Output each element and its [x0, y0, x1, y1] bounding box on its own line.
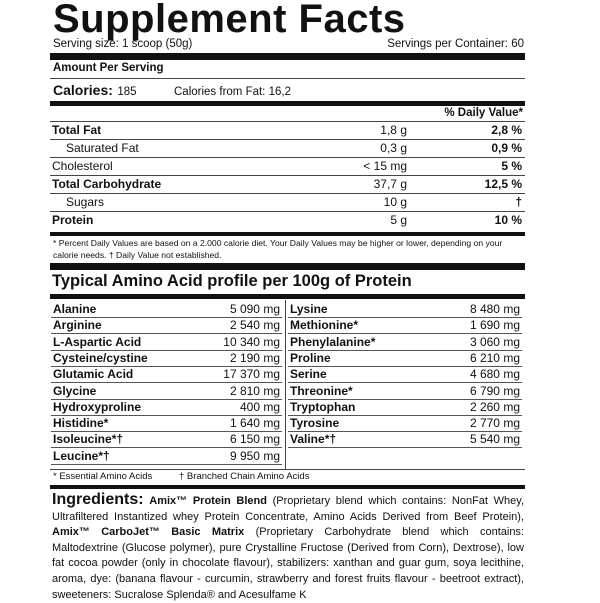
servings-per-container: Servings per Container: 60 — [387, 38, 524, 50]
amino-acid-name: Proline — [290, 350, 331, 365]
amino-acid-name: Isoleucine*† — [53, 432, 124, 447]
amino-acid-value: 1 690 mg — [469, 318, 520, 333]
amino-acid-name: Valine*† — [290, 432, 337, 447]
amino-acid-row — [290, 432, 520, 448]
serving-size: Serving size: 1 scoop (50g) — [53, 38, 193, 50]
amino-acid-name: Tyrosine — [290, 416, 340, 431]
divider — [50, 211, 525, 212]
nutrient-amount: < 15 mg — [363, 159, 407, 173]
nutrient-amount: 1,8 g — [380, 123, 407, 137]
amino-acid-name: Cysteine/cystine — [53, 350, 148, 365]
ingredients-title: Ingredients: — [52, 491, 144, 508]
amino-acid-value: 17 370 mg — [223, 367, 280, 382]
amino-acid-name: Alanine — [53, 302, 97, 316]
amino-acid-row — [53, 432, 280, 448]
amino-acid-name: Arginine — [53, 318, 102, 333]
divider — [50, 469, 525, 470]
divider — [50, 193, 525, 194]
daily-value-header: % Daily Value* — [444, 107, 523, 119]
nutrient-daily-value: 2,8 % — [491, 123, 522, 137]
divider — [288, 447, 522, 448]
amino-acid-row — [53, 449, 280, 465]
amino-acid-value: 5 090 mg — [229, 302, 280, 316]
thick-divider — [50, 53, 525, 60]
thick-divider — [50, 232, 525, 236]
amino-acid-value: 3 060 mg — [469, 334, 520, 349]
nutrient-amount: 37,7 g — [373, 177, 407, 191]
amount-per-serving: Amount Per Serving — [53, 62, 164, 74]
daily-value-footnote: * Percent Daily Values are based on a 2.000 calorie diet. Your Daily Values may be higher or lower, depending on your — [53, 238, 503, 248]
nutrient-name: Saturated Fat — [66, 141, 139, 155]
amino-acid-name: Glutamic Acid — [53, 367, 134, 382]
divider — [50, 139, 525, 140]
ingredients-text — [52, 492, 524, 603]
thick-divider — [50, 101, 525, 106]
calories-line — [53, 82, 137, 100]
amino-acid-row — [53, 367, 280, 383]
daily-value-footnote-2: calorie needs. † Daily Value not established. — [53, 250, 222, 260]
protein-blend-name: Amix™ Protein Blend — [149, 495, 267, 507]
thick-divider — [50, 485, 525, 489]
amino-acid-row — [290, 416, 520, 432]
amino-acid-name: Methionine* — [290, 318, 358, 333]
divider — [51, 464, 282, 465]
amino-acid-value: 4 680 mg — [469, 367, 520, 382]
nutrient-amount: 5 g — [390, 213, 407, 227]
amino-acid-value: 2 770 mg — [469, 416, 520, 431]
amino-acid-name: Hydroxyproline — [53, 399, 142, 414]
amino-acid-value: 2 540 mg — [229, 318, 280, 333]
amino-acid-value: 9 950 mg — [229, 448, 280, 463]
amino-acid-row — [290, 400, 520, 416]
divider — [50, 157, 525, 158]
amino-acid-name: Tryptophan — [290, 399, 356, 414]
nutrient-name: Cholesterol — [52, 159, 113, 173]
nutrient-daily-value: 12,5 % — [484, 177, 522, 191]
carbo-matrix-name: Amix™ CarboJet™ Basic Matrix — [52, 526, 245, 539]
nutrient-row — [52, 213, 522, 229]
ingredients-rest: (Proprietary Carbohydrate blend which contains: Maltodextrine (Glucose polymer), pure Crystalline Fructose (Derived from Corn), Dextrose), low fat cocoa powder (only in chocolate flavour), stabilizers: xanthan and guar gum, soya lecithine, aroma, dye: (banana flavour - curcumin, strawberry and forest fruits flavour - beetroot extract), sweeteners: Sucralose Splenda® and Acesulfame K — [52, 526, 524, 601]
essential-amino-footnote: * Essential Amino Acids — [53, 471, 153, 482]
nutrient-daily-value: 10 % — [494, 213, 522, 227]
bcaa-footnote: † Branched Chain Amino Acids — [179, 471, 310, 482]
amino-acid-name: Glycine — [53, 383, 97, 398]
amino-acid-row — [53, 351, 280, 367]
amino-acid-row — [53, 416, 280, 432]
calories-label: Calories: — [53, 82, 113, 98]
calories-from-fat: Calories from Fat: 16,2 — [174, 86, 291, 98]
amino-acid-value: 2 190 mg — [229, 350, 280, 365]
amino-acid-name: Leucine*† — [53, 448, 110, 463]
nutrient-row — [52, 159, 522, 175]
amino-acid-value: 1 640 mg — [229, 416, 280, 431]
nutrient-daily-value: 5 % — [501, 159, 522, 173]
amino-acid-name: Serine — [290, 367, 327, 382]
amino-acid-row — [290, 318, 520, 334]
amino-acid-row — [53, 400, 280, 416]
nutrient-name: Sugars — [66, 195, 105, 209]
amino-acid-name: Threonine* — [290, 383, 353, 398]
amino-acid-value: 10 340 mg — [223, 334, 280, 349]
nutrient-row — [52, 123, 522, 139]
amino-acid-value: 2 810 mg — [229, 383, 280, 398]
amino-acid-value: 6 210 mg — [469, 350, 520, 365]
amino-acid-row — [53, 318, 280, 334]
thick-divider — [50, 263, 525, 270]
amino-acid-name: Lysine — [290, 302, 328, 316]
amino-acid-value: 2 260 mg — [469, 399, 520, 414]
amino-acid-value: 6 790 mg — [469, 383, 520, 398]
amino-acid-row — [53, 335, 280, 351]
amino-acid-value: 6 150 mg — [229, 432, 280, 447]
amino-acid-row — [290, 302, 520, 318]
nutrient-row — [52, 195, 522, 211]
protein-blend-text: (Proprietary blend which contains: NonFat Whey, Ultrafiltered Instantized whey Protein Concentrate, Amino Acids Derived from Beef Protein), — [52, 495, 524, 523]
amino-acid-value: 400 mg — [239, 399, 280, 414]
amino-acid-row — [53, 302, 280, 318]
nutrient-name: Protein — [52, 213, 94, 227]
amino-acid-value: 5 540 mg — [469, 432, 520, 447]
amino-acid-row — [290, 384, 520, 400]
nutrient-name: Total Fat — [52, 123, 102, 137]
amino-column-divider — [285, 300, 286, 470]
divider — [50, 121, 525, 122]
amino-acid-name: Phenylalanine* — [290, 334, 376, 349]
nutrient-daily-value: 0,9 % — [491, 141, 522, 155]
nutrient-daily-value: † — [515, 195, 522, 209]
amino-acid-name: L-Aspartic Acid — [53, 334, 142, 349]
nutrient-amount: 0,3 g — [380, 141, 407, 155]
nutrient-amount: 10 g — [383, 195, 407, 209]
nutrient-row — [52, 177, 522, 193]
label-title: Supplement Facts — [53, 0, 406, 41]
nutrient-row — [52, 141, 522, 157]
divider — [50, 78, 525, 79]
amino-acid-row — [53, 384, 280, 400]
thick-divider — [50, 294, 525, 299]
amino-acid-row — [290, 335, 520, 351]
calories-value: 185 — [117, 86, 137, 98]
amino-acid-row — [290, 367, 520, 383]
amino-acid-title: Typical Amino Acid profile per 100g of Protein — [52, 272, 412, 290]
amino-acid-value: 8 480 mg — [469, 302, 520, 316]
amino-acid-name: Histidine* — [53, 416, 109, 431]
amino-acid-row — [290, 351, 520, 367]
nutrient-name: Total Carbohydrate — [52, 177, 162, 191]
divider — [50, 175, 525, 176]
